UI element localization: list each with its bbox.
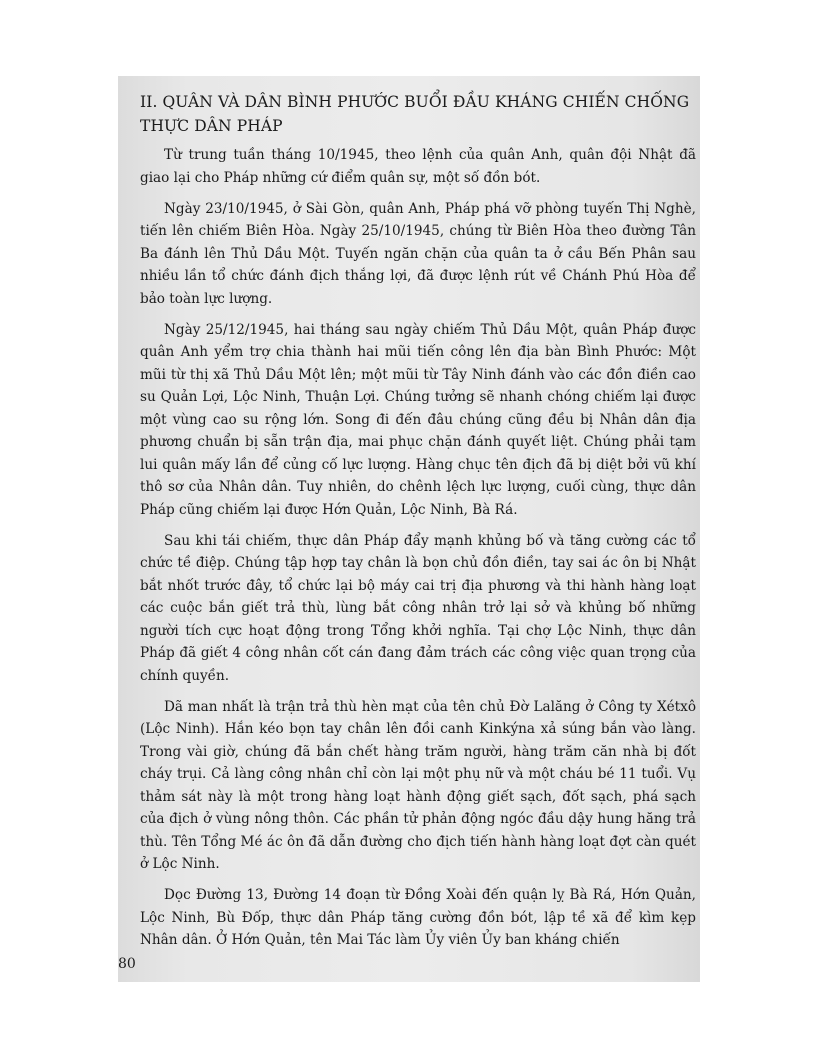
page-number: 80	[118, 956, 136, 972]
paragraph-3: Ngày 25/12/1945, hai tháng sau ngày chiếm Thủ Dầu Một, quân Pháp được quân Anh yểm trợ chia thành hai mũi tiến công lên địa bàn Bình Phước: Một mũi từ thị xã Thủ Dầu Một lên; một mũi từ Tây Ninh đánh vào các đồn điền cao su Quản Lợi, Lộc Ninh, Thuận Lợi. Chúng tưởng sẽ nhanh chóng chiếm lại được một vùng cao su rộng lớn. Song đi đến đâu chúng cũng đều bị Nhân dân địa phương chuẩn bị sẵn trận địa, mai phục chặn đánh quyết liệt. Chúng phải tạm lui quân mấy lần để củng cố lực lượng. Hàng chục tên địch đã bị diệt bởi vũ khí thô sơ của Nhân dân. Tuy nhiên, do chênh lệch lực lượng, cuối cùng, thực dân Pháp cũng chiếm lại được Hớn Quản, Lộc Ninh, Bà Rá.	[140, 321, 696, 518]
scanned-page	[118, 76, 700, 982]
paragraph-2: Ngày 23/10/1945, ở Sài Gòn, quân Anh, Pháp phá vỡ phòng tuyến Thị Nghè, tiến lên chiếm Biên Hòa. Ngày 25/10/1945, chúng từ Biên Hòa theo đường Tân Ba đánh lên Thủ Dầu Một. Tuyến ngăn chặn của quân ta ở cầu Bến Phân sau nhiều lần tổ chức đánh địch thắng lợi, đã được lệnh rút về Chánh Phú Hòa để bảo toàn lực lượng.	[140, 200, 696, 307]
paragraph-6: Dọc Đường 13, Đường 14 đoạn từ Đồng Xoài đến quận lỵ Bà Rá, Hớn Quản, Lộc Ninh, Bù Đốp, thực dân Pháp tăng cường đồn bót, lập tề xã để kìm kẹp Nhân dân. Ở Hớn Quản, tên Mai Tác làm Ủy viên Ủy ban kháng chiến	[140, 887, 696, 948]
section-heading: II. QUÂN VÀ DÂN BÌNH PHƯỚC BUỔI ĐẦU KHÁNG CHIẾN CHỐNG THỰC DÂN PHÁP	[140, 93, 690, 135]
paragraph-1: Từ trung tuần tháng 10/1945, theo lệnh của quân Anh, quân đội Nhật đã giao lại cho Pháp những cứ điểm quân sự, một số đồn bót.	[140, 147, 696, 186]
paragraph-5: Dã man nhất là trận trả thù hèn mạt của tên chủ Đờ Lalăng ở Công ty Xétxô (Lộc Ninh). Hắn kéo bọn tay chân lên đồi canh Kinkýna xả súng bắn vào làng. Trong vài giờ, chúng đã bắn chết hàng trăm người, hàng trăm căn nhà bị đốt cháy trụi. Cả làng công nhân chỉ còn lại một phụ nữ và một cháu bé 11 tuổi. Vụ thảm sát này là một trong hàng loạt hành động giết sạch, đốt sạch, phá sạch của địch ở vùng nông thôn. Các phần tử phản động ngóc đầu dậy hung hăng trả thù. Tên Tổng Mé ác ôn đã dẫn đường cho địch tiến hành hàng loạt đợt càn quét ở Lộc Ninh.	[140, 698, 696, 872]
paragraph-4: Sau khi tái chiếm, thực dân Pháp đẩy mạnh khủng bố và tăng cường các tổ chức tề điệp. Chúng tập hợp tay chân là bọn chủ đồn điền, tay sai ác ôn bị Nhật bắt nhốt trước đây, tổ chức lại bộ máy cai trị địa phương và thi hành hàng loạt các cuộc bắn giết trả thù, lùng bắt công nhân trở lại sở và khủng bố những người tích cực hoạt động trong Tổng khởi nghĩa. Tại chợ Lộc Ninh, thực dân Pháp đã giết 4 công nhân cốt cán đang đảm trách các công việc quan trọng của chính quyền.	[140, 532, 696, 684]
page-content	[140, 90, 696, 960]
